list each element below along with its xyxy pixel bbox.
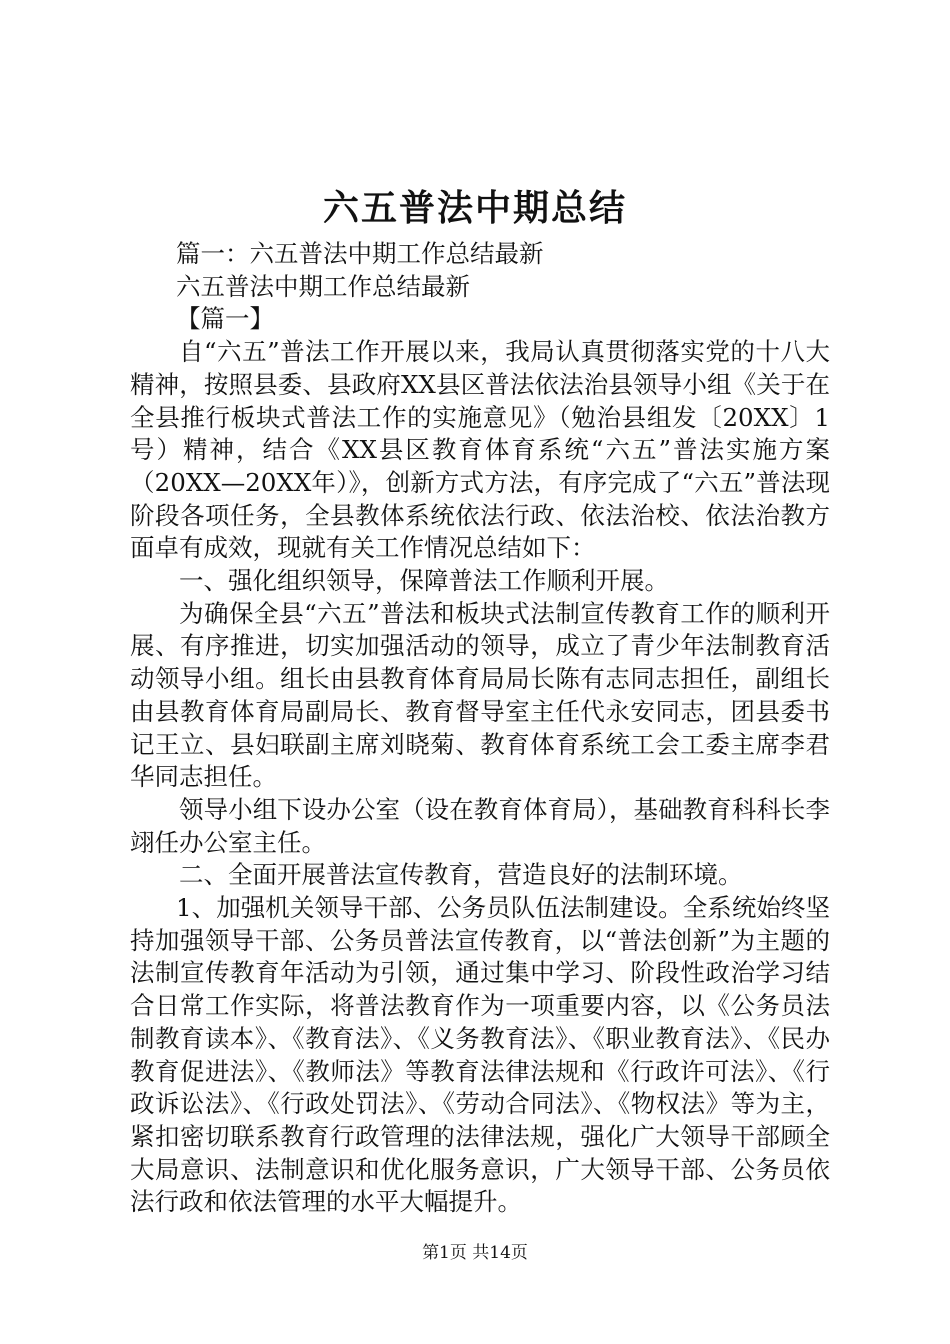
paragraph-heading-1: 一、强化组织领导，保障普法工作顺利开展。: [179, 566, 669, 596]
document-title: 六五普法中期总结: [322, 187, 627, 229]
paragraph-item-1: 1、加强机关领导干部、公务员队伍法制建设。全系统始终坚持加强领导干部、公务员普法宣传教育，以“普法创新”为主题的法制宣传教育年活动为引领，通过集中学习、阶段性政治学习结合日常工作实际，将普法教育作为一项重要内容，以《公务员法制教育读本》、《教育法》、《义务教育法》、《职业教育法》、《民办教育促进法》、《教师法》等教育法律法规和《行政许可法》、《行政诉讼法》、《行政处罚法》、《劳动合同法》、《物权法》等为主，紧扣密切联系教育行政管理的法律法规，强化广大领导干部顾全大局意识、法制意识和优化服务意识，广大领导干部、公务员依法行政和依法管理的水平大幅提升。: [130, 893, 830, 1217]
paragraph-section-heading: 篇一：六五普法中期工作总结最新: [176, 239, 544, 268]
paragraph-subtitle: 六五普法中期工作总结最新: [176, 271, 470, 301]
paragraph-leadership: 为确保全县“六五”普法和板块式法制宣传教育工作的顺利开展、有序推进，切实加强活动的领导，成立了青少年法制教育活动领导小组。组长由县教育体育局局长陈有志同志担任，副组长由县教育体育局副局长、教育督导室主任代永安同志，团县委书记王立、县妇联副主席刘晓菊、教育体育系统工会工委主席李君华同志担任。: [130, 598, 830, 792]
paragraph-heading-2: 二、全面开展普法宣传教育，营造良好的法制环境。: [179, 860, 743, 890]
paragraph-intro: 自“六五”普法工作开展以来，我局认真贯彻落实党的十八大精神，按照县委、县政府XX县区普法依法治县领导小组《关于在全县推行板块式普法工作的实施意见》（勉治县组发〔20XX〕1号）精神，结合《XX县区教育体育系统“六五”普法实施方案（20XX—20XX年）》，创新方式方法，有序完成了“六五”普法现阶段各项任务，全县教体系统依法行政、依法治校、依法治教方面卓有成效，现就有关工作情况总结如下：: [130, 337, 830, 563]
page-footer: 第1页 共14页: [422, 1243, 528, 1263]
paragraph-part-label: 【篇一】: [176, 304, 274, 334]
document-body: [130, 238, 830, 1219]
paragraph-office: 领导小组下设办公室（设在教育体育局），基础教育科科长李翊任办公室主任。: [130, 794, 830, 857]
